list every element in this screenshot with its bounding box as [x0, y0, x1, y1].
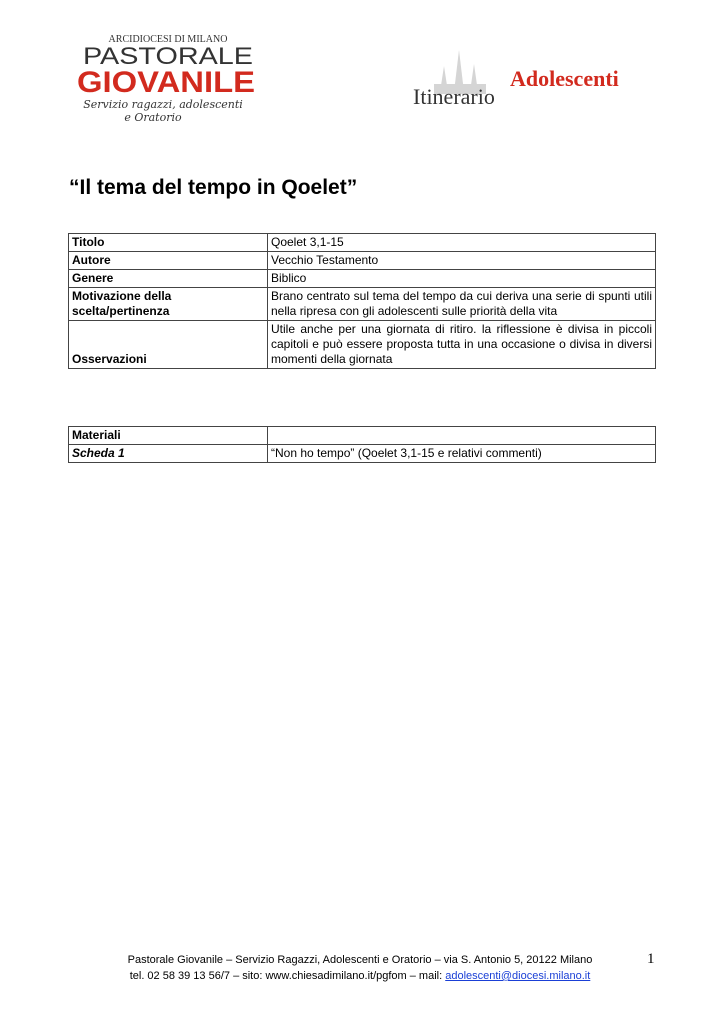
materials-header: Materiali: [69, 427, 268, 445]
logo-line-pastorale: PASTORALE: [83, 43, 253, 70]
table-row: [69, 427, 656, 445]
row-value: Brano centrato sul tema del tempo da cui deriva una serie di spunti utili nella ripresa con gli adolescenti sulle priorità della vita: [268, 288, 656, 321]
table-row: [69, 252, 656, 270]
footer-address: Pastorale Giovanile – Servizio Ragazzi, Adolescenti e Oratorio – via S. Antonio 5, 20122 Milano: [127, 954, 593, 966]
pastorale-giovanile-logo: [68, 30, 268, 125]
materials-header-empty: [268, 427, 656, 445]
logo-line-diocese: ARCIDIOCESI DI MILANO: [108, 34, 228, 45]
row-label-line: Motivazione della: [72, 289, 172, 303]
footer-contacts-text: tel. 02 58 39 13 56/7 – sito: www.chiesadimilano.it/pgfom – mail:: [129, 970, 446, 982]
table-row: [69, 270, 656, 288]
row-label: Titolo: [69, 234, 268, 252]
logo-word-adolescenti: Adolescenti: [510, 66, 619, 91]
table-row: [69, 445, 656, 463]
footer-contacts: [90, 968, 630, 984]
row-label: Genere: [69, 270, 268, 288]
row-value: Qoelet 3,1-15: [268, 234, 656, 252]
table-row: [69, 234, 656, 252]
row-label: [69, 288, 268, 321]
logo-word-itinerario: Itinerario: [413, 84, 495, 109]
row-label-line: scelta/pertinenza: [72, 304, 170, 318]
table-row: [69, 288, 656, 321]
page-title: “Il tema del tempo in Qoelet”: [69, 176, 358, 199]
row-label: Scheda 1: [69, 445, 268, 463]
materials-table: [68, 426, 656, 463]
row-value: “Non ho tempo” (Qoelet 3,1-15 e relativi commenti): [268, 445, 656, 463]
row-label: Autore: [69, 252, 268, 270]
logo-line-giovanile: GIOVANILE: [77, 66, 255, 99]
footer-email-link[interactable]: adolescenti@diocesi.milano.it: [445, 970, 591, 982]
page-number: 1: [647, 951, 655, 967]
row-value: Utile anche per una giornata di ritiro. la riflessione è divisa in piccoli capitoli e può essere proposta tutta in una occasione o divisa in diversi momenti della giornata: [268, 321, 656, 369]
itinerario-adolescenti-logo: [410, 44, 660, 114]
table-row: [69, 321, 656, 369]
row-value: Vecchio Testamento: [268, 252, 656, 270]
page-footer: [90, 952, 630, 984]
logo-line-oratorio: e Oratorio: [124, 111, 182, 124]
row-label: Osservazioni: [69, 321, 268, 369]
logo-line-servizio: Servizio ragazzi, adolescenti: [83, 98, 243, 111]
info-table: [68, 233, 656, 369]
row-value: Biblico: [268, 270, 656, 288]
